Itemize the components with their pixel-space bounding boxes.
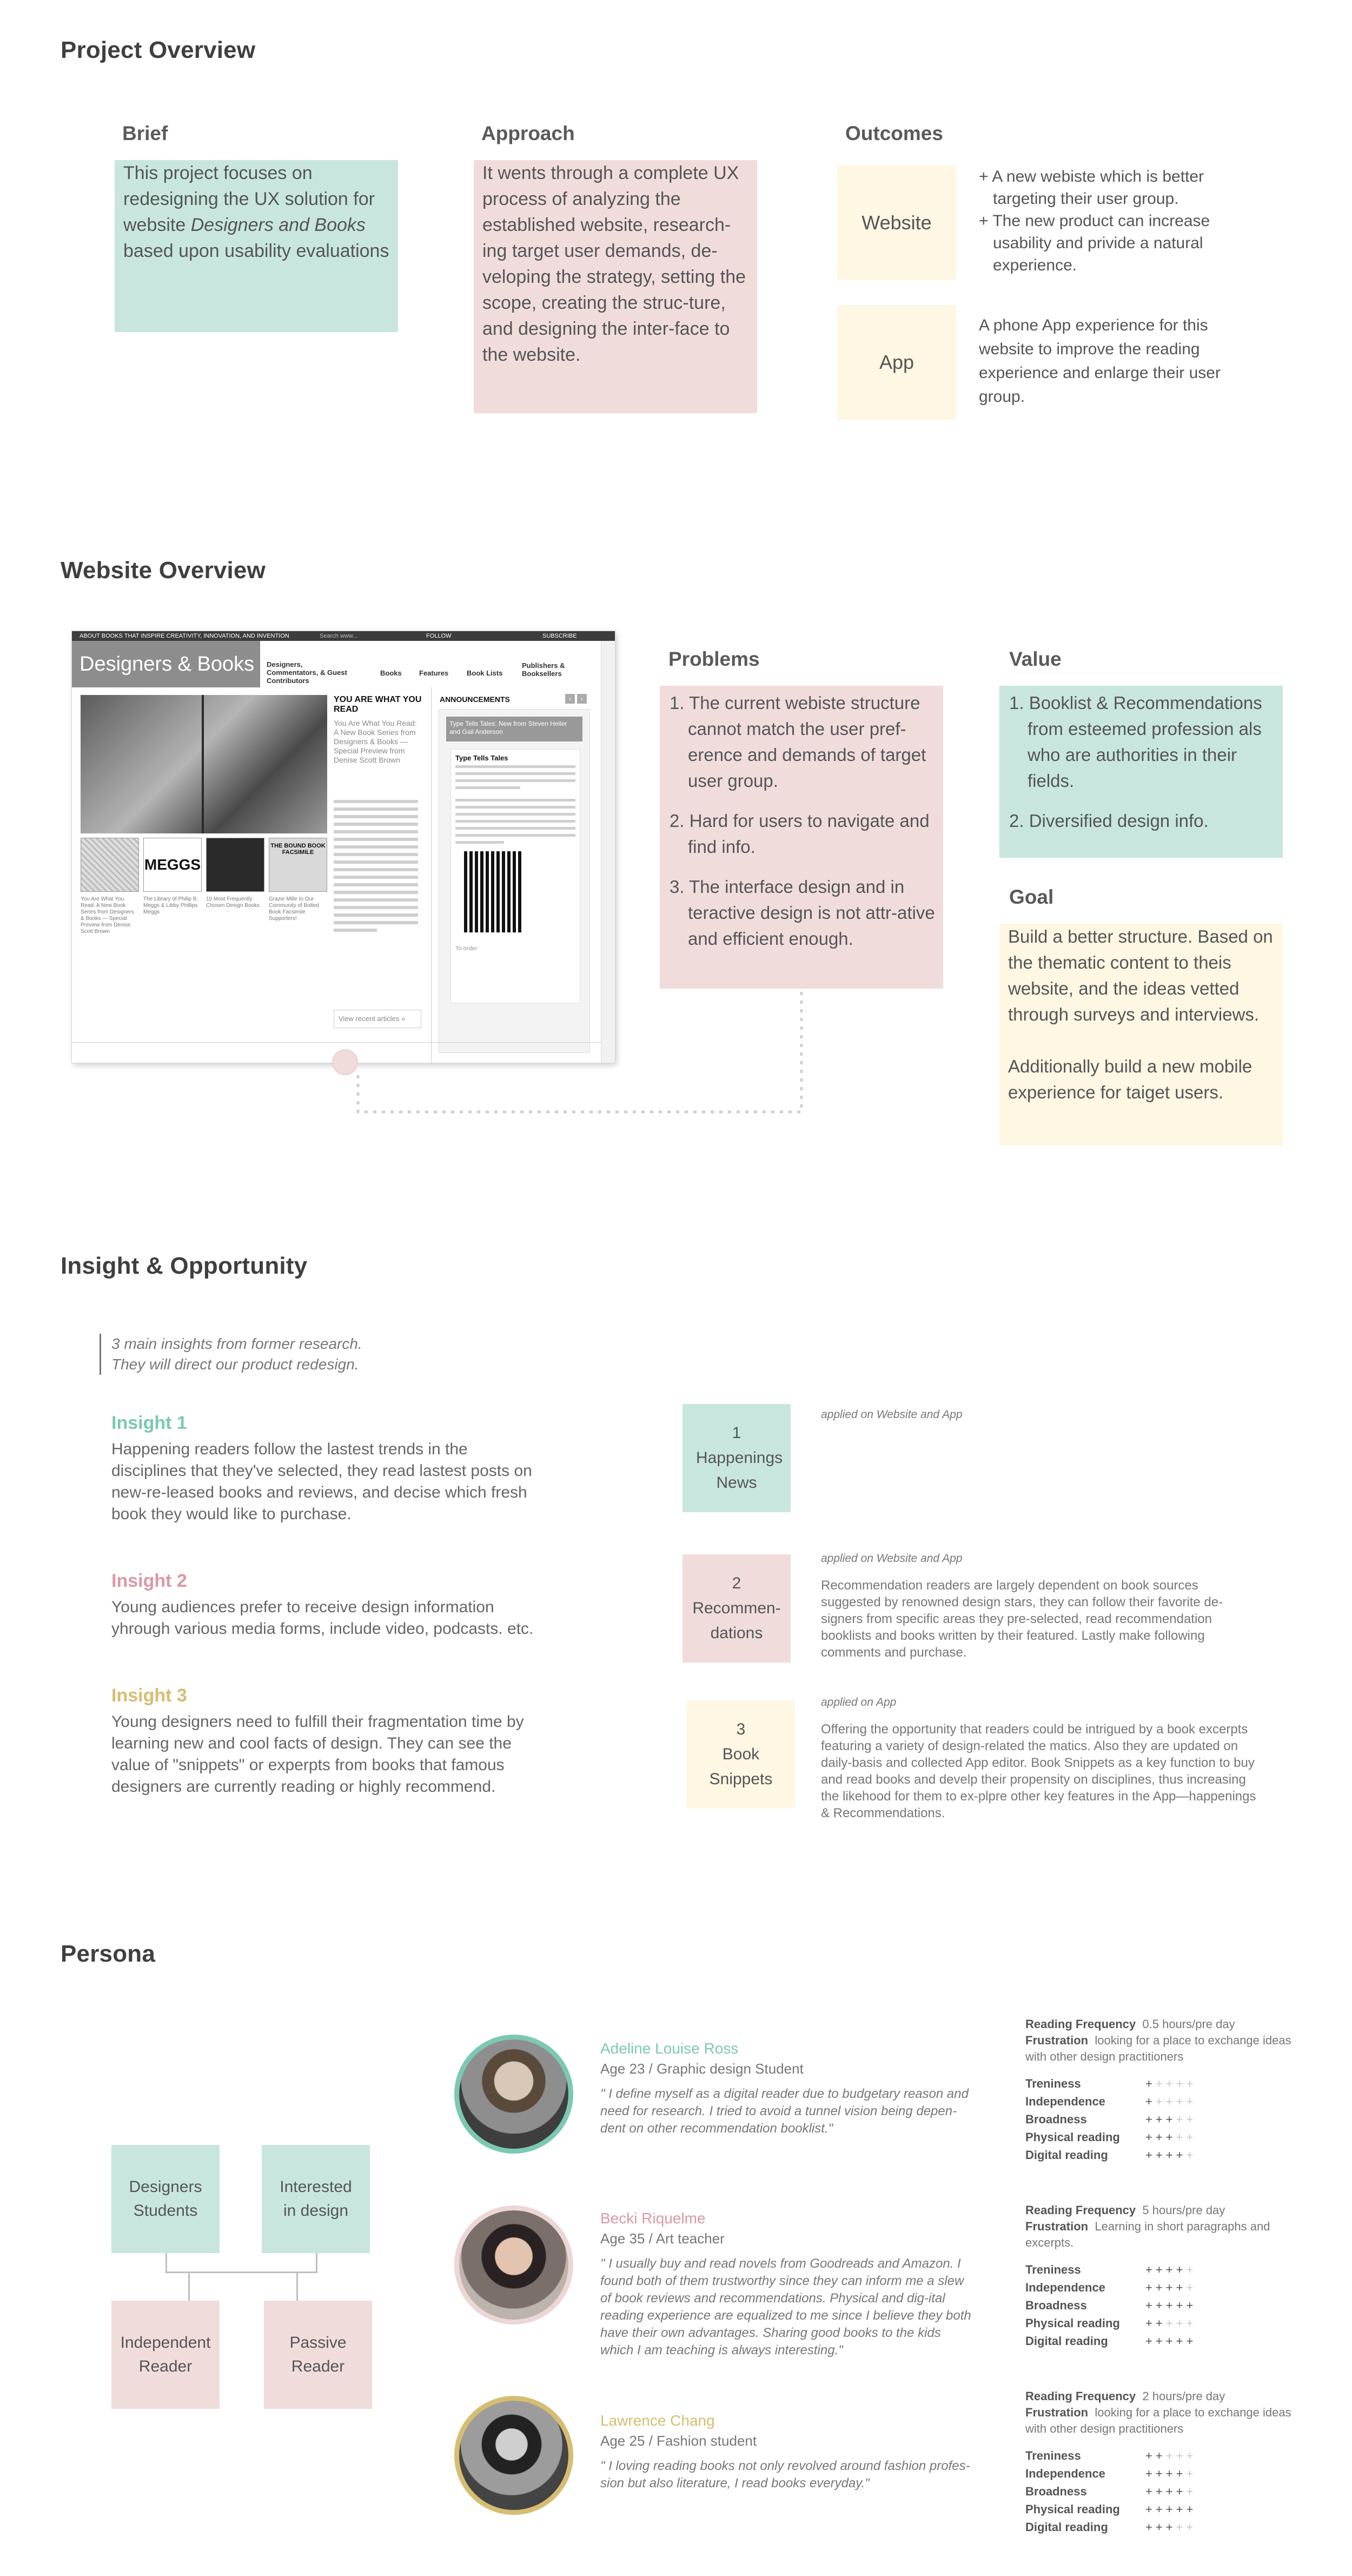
rating-mark-empty: + bbox=[1155, 2095, 1166, 2108]
stat-row bbox=[1025, 2128, 1296, 2146]
rating-mark-empty: + bbox=[1165, 2316, 1176, 2330]
announcements-title: ANNOUNCEMENTS bbox=[440, 695, 510, 704]
thumb-facsimile[interactable]: THE BOUND BOOK FACSIMILE bbox=[269, 838, 327, 892]
rating-mark-filled: + bbox=[1145, 2263, 1156, 2276]
brief-box bbox=[115, 160, 398, 332]
rating-mark-filled: + bbox=[1145, 2485, 1156, 2498]
thumb-3[interactable] bbox=[206, 838, 264, 892]
rating-mark-filled: + bbox=[1155, 2502, 1166, 2516]
stat-row bbox=[1025, 2500, 1296, 2518]
rating-mark-filled: + bbox=[1176, 2485, 1187, 2498]
rating-mark-filled: + bbox=[1155, 2485, 1166, 2498]
rating-mark-filled: + bbox=[1145, 2113, 1156, 2126]
persona-1-name: Adeline Louise Ross bbox=[600, 2040, 739, 2057]
goal-text-1: Build a better structure. Based on the thematic content to theis website, and the ideas vetted through surveys and interviews. bbox=[1008, 926, 1273, 1024]
announce-book-cover[interactable] bbox=[464, 851, 523, 932]
stat-rating bbox=[1145, 2075, 1196, 2092]
insight-3-title: Insight 3 bbox=[111, 1685, 187, 1706]
tree-line bbox=[165, 2253, 167, 2273]
opportunity-3-name: Book Snippets bbox=[709, 1745, 773, 1788]
tree-line bbox=[296, 2272, 298, 2301]
rating-mark-empty: + bbox=[1176, 2449, 1187, 2462]
rating-mark-empty: + bbox=[1176, 2520, 1187, 2534]
stat-row bbox=[1025, 2314, 1296, 2332]
outcome-website-point-2: + The new product can increase usability and privide a natural experience. bbox=[979, 212, 1210, 274]
persona-1-meta: Age 23 / Graphic design Student bbox=[600, 2061, 804, 2077]
rating-mark-filled: + bbox=[1165, 2299, 1176, 2312]
rating-mark-empty: + bbox=[1165, 2449, 1176, 2462]
outcome-app-text: A phone App experience for this website to improve the reading experience and enlarge their user group. bbox=[979, 316, 1221, 406]
persona-1-frus-label: Frustration bbox=[1025, 2034, 1089, 2047]
stat-row bbox=[1025, 2146, 1296, 2164]
insight-1-body: Happening readers follow the lastest trends in the disciplines that they've selected, they read lastest posts on new-re-leased books and reviews, and decise which fresh book they would like to purchase. bbox=[111, 1440, 532, 1523]
announce-book-title[interactable]: Type Tells Tales bbox=[455, 754, 508, 762]
stat-label: Physical reading bbox=[1025, 2502, 1120, 2516]
site-nav-booklists[interactable]: Book Lists bbox=[467, 669, 503, 677]
to-order-link[interactable]: To order bbox=[455, 945, 478, 952]
rating-mark-empty: + bbox=[1186, 2263, 1197, 2276]
rating-mark-empty: + bbox=[1186, 2148, 1197, 2162]
persona-3-frus: looking for a place to exchange ideas with other design practitioners bbox=[1025, 2406, 1291, 2435]
persona-2-frus: Learning in short paragraphs and excerpts. bbox=[1025, 2220, 1270, 2249]
thumb-caption-2[interactable]: The Library of Philip B. Meggs & Libby Phillips Meggs bbox=[143, 896, 198, 915]
rating-mark-filled: + bbox=[1176, 2263, 1187, 2276]
persona-2-meta: Age 35 / Art teacher bbox=[600, 2230, 725, 2247]
stat-rating bbox=[1145, 2465, 1196, 2482]
stat-row bbox=[1025, 2332, 1296, 2350]
approach-box: It wents through a complete UX process of analyzing the established website, research-ing target user demands, de-veloping the strategy, setting the scope, creating the struc-ture, and designing the inter-face to the website. bbox=[474, 160, 757, 413]
persona-2-name: Becki Riquelme bbox=[600, 2210, 706, 2227]
opportunity-1-num: 1 bbox=[732, 1424, 741, 1442]
opportunity-2-body: Recommendation readers are largely dependent on book sources suggested by renowned design stars, they can follow their favorite de-signers from specific areas they pre-selected, read recommendation booklists and books written by their featured. Lastly make following comments and purchase. bbox=[821, 1578, 1223, 1660]
rating-mark-filled: + bbox=[1165, 2263, 1176, 2276]
rating-mark-filled: + bbox=[1165, 2113, 1176, 2126]
outcome-website-point-1: + A new webiste which is better targeting their user group. bbox=[979, 168, 1204, 208]
insight-3-body: Young designers need to fulfill their fragmentation time by learning new and cool facts of design. They can see the value of "snippets" or experpts from books that famous designers are currently reading or highly recommend. bbox=[111, 1713, 524, 1796]
goal-text-2: Additionally build a new mobile experience for taiget users. bbox=[1008, 1056, 1252, 1102]
insight-intro-line-2: They will direct our product redesign. bbox=[111, 1356, 359, 1373]
stat-label: Digital reading bbox=[1025, 2148, 1108, 2162]
announce-head[interactable]: Type Tells Tales: New from Steven Heller and Gail Anderson bbox=[446, 717, 582, 741]
persona-node-independent: Independent Reader bbox=[111, 2301, 220, 2409]
rating-mark-filled: + bbox=[1145, 2449, 1156, 2462]
insight-intro-line-1: 3 main insights from former research. bbox=[111, 1335, 362, 1352]
rating-mark-empty: + bbox=[1186, 2449, 1197, 2462]
stat-row bbox=[1025, 2482, 1296, 2500]
stat-rating bbox=[1145, 2110, 1196, 2128]
rating-mark-filled: + bbox=[1145, 2281, 1156, 2294]
outcome-website-box: Website bbox=[837, 165, 956, 280]
persona-2-freq: 5 hours/pre day bbox=[1142, 2203, 1225, 2217]
rating-mark-filled: + bbox=[1176, 2334, 1187, 2348]
feature-title[interactable]: YOU ARE WHAT YOU READ bbox=[334, 695, 422, 714]
value-item: 1. Booklist & Recommendations from esteemed profession als who are authorities in their fields. bbox=[1009, 693, 1262, 791]
stat-label: Digital reading bbox=[1025, 2334, 1108, 2348]
rating-mark-empty: + bbox=[1155, 2077, 1166, 2090]
stat-label: Independence bbox=[1025, 2281, 1105, 2294]
rating-mark-empty: + bbox=[1176, 2130, 1187, 2144]
opportunity-1-name: Happenings News bbox=[696, 1449, 783, 1492]
rating-mark-filled: + bbox=[1186, 2299, 1197, 2312]
rating-mark-filled: + bbox=[1145, 2502, 1156, 2516]
stat-row bbox=[1025, 2465, 1296, 2482]
stat-label: Digital reading bbox=[1025, 2520, 1108, 2534]
rating-mark-filled: + bbox=[1145, 2334, 1156, 2348]
stat-row bbox=[1025, 2110, 1296, 2128]
stat-label: Broadness bbox=[1025, 2485, 1087, 2498]
stat-row bbox=[1025, 2261, 1296, 2279]
rating-mark-filled: + bbox=[1165, 2520, 1176, 2534]
rating-mark-filled: + bbox=[1155, 2263, 1166, 2276]
site-search: Search www... bbox=[320, 633, 358, 639]
stat-rating bbox=[1145, 2447, 1196, 2465]
opportunity-3-applied: applied on App bbox=[821, 1696, 897, 1708]
stat-row bbox=[1025, 2447, 1296, 2465]
rating-mark-filled: + bbox=[1145, 2299, 1156, 2312]
persona-1-stat-rows bbox=[1025, 2075, 1296, 2164]
rating-mark-empty: + bbox=[1186, 2485, 1197, 2498]
rating-mark-filled: + bbox=[1145, 2467, 1156, 2480]
rating-mark-filled: + bbox=[1155, 2334, 1166, 2348]
rating-mark-filled: + bbox=[1186, 2502, 1197, 2516]
rating-mark-filled: + bbox=[1165, 2130, 1176, 2144]
persona-2-freq-label: Reading Frequency bbox=[1025, 2203, 1136, 2217]
stat-rating bbox=[1145, 2146, 1196, 2164]
stat-row bbox=[1025, 2092, 1296, 2110]
stat-rating bbox=[1145, 2261, 1196, 2279]
stat-rating bbox=[1145, 2500, 1196, 2518]
rating-mark-filled: + bbox=[1165, 2281, 1176, 2294]
persona-node-passive: Passive Reader bbox=[264, 2301, 372, 2409]
rating-mark-empty: + bbox=[1186, 2520, 1197, 2534]
stat-rating bbox=[1145, 2296, 1196, 2314]
stat-label: Physical reading bbox=[1025, 2130, 1120, 2144]
announce-next-icon[interactable]: › bbox=[577, 694, 587, 704]
announce-card bbox=[450, 749, 580, 1003]
rating-mark-empty: + bbox=[1186, 2130, 1197, 2144]
feature-body bbox=[334, 800, 418, 936]
view-recent-button[interactable]: View recent articles » bbox=[334, 1010, 421, 1028]
brief-text-emphasis: Designers and Books bbox=[190, 215, 366, 235]
rating-mark-filled: + bbox=[1176, 2467, 1187, 2480]
outcomes-title: Outcomes bbox=[845, 122, 943, 144]
insight-2-title: Insight 2 bbox=[111, 1571, 187, 1591]
rating-mark-filled: + bbox=[1155, 2316, 1166, 2330]
problems-title: Problems bbox=[668, 648, 760, 670]
stat-row bbox=[1025, 2075, 1296, 2092]
persona-3-freq: 2 hours/pre day bbox=[1142, 2389, 1225, 2403]
persona-3-name: Lawrence Chang bbox=[600, 2412, 715, 2429]
persona-3-avatar bbox=[454, 2396, 573, 2515]
rating-mark-empty: + bbox=[1186, 2095, 1197, 2108]
persona-node-designers-students: Designers Students bbox=[111, 2145, 220, 2253]
insight-intro bbox=[111, 1334, 362, 1375]
goal-box bbox=[999, 924, 1283, 1145]
stat-label: Broadness bbox=[1025, 2113, 1087, 2126]
tree-line bbox=[188, 2272, 190, 2301]
opportunity-3-body: Offering the opportunity that readers could be intrigued by a book excerpts featuring a variety of design-related the matics. Also they are updated on daily-basis and collected App editor. Book Snippets as a key function to buy and read books and develp their propensity on disciplines, thus increasing the likehood for them to ex-plpre other key features in the App—happenings & Recommendations. bbox=[821, 1722, 1256, 1820]
rating-mark-filled: + bbox=[1145, 2130, 1156, 2144]
opportunity-2-num: 2 bbox=[732, 1574, 741, 1592]
site-logo: Designers & Books bbox=[72, 641, 260, 687]
feature-image-divider bbox=[202, 695, 204, 833]
site-follow: FOLLOW bbox=[426, 633, 452, 639]
value-item: 2. Diversified design info. bbox=[1009, 811, 1209, 831]
stat-rating bbox=[1145, 2092, 1196, 2110]
persona-1-frus: looking for a place to exchange ideas with other design practitioners bbox=[1025, 2034, 1291, 2063]
persona-3-quote: " I loving reading books not only revolved around fashion profes-sion but also literature, I read books everyday." bbox=[600, 2459, 970, 2491]
rating-mark-filled: + bbox=[1145, 2095, 1156, 2108]
rating-mark-filled: + bbox=[1155, 2520, 1166, 2534]
persona-node-interested: Interested in design bbox=[262, 2145, 370, 2253]
rating-mark-filled: + bbox=[1165, 2467, 1176, 2480]
persona-3-frus-label: Frustration bbox=[1025, 2406, 1089, 2419]
persona-1-freq-label: Reading Frequency bbox=[1025, 2017, 1136, 2031]
rating-mark-empty: + bbox=[1186, 2316, 1197, 2330]
connector-dotted-line bbox=[344, 984, 809, 1120]
persona-1-stats bbox=[1025, 2016, 1296, 2164]
rating-mark-empty: + bbox=[1186, 2281, 1197, 2294]
thumb-meggs[interactable]: MEGGS bbox=[143, 838, 202, 892]
rating-mark-empty: + bbox=[1176, 2077, 1187, 2090]
opportunity-2-applied: applied on Website and App bbox=[821, 1552, 963, 1565]
stat-rating bbox=[1145, 2518, 1196, 2536]
rating-mark-empty: + bbox=[1186, 2077, 1197, 2090]
site-nav-publishers[interactable]: Publishers & Booksellers bbox=[522, 661, 565, 678]
insight-1-title: Insight 1 bbox=[111, 1413, 187, 1433]
outcome-website-points bbox=[979, 165, 1244, 276]
rating-mark-empty: + bbox=[1165, 2077, 1176, 2090]
outcome-app-box: App bbox=[837, 305, 956, 420]
stat-label: Treniness bbox=[1025, 2449, 1081, 2462]
rating-mark-empty: + bbox=[1176, 2316, 1187, 2330]
thumb-caption-1[interactable]: You Are What You Read: A New Book Series from Designers & Books — Special Preview from Denise Scott Brown bbox=[81, 896, 134, 935]
persona-1-freq: 0.5 hours/pre day bbox=[1142, 2017, 1235, 2031]
opportunity-1-applied: applied on Website and App bbox=[821, 1408, 963, 1421]
rating-mark-filled: + bbox=[1165, 2502, 1176, 2516]
rating-mark-filled: + bbox=[1165, 2148, 1176, 2162]
persona-2-stats bbox=[1025, 2202, 1296, 2350]
site-nav-books[interactable]: Books bbox=[380, 669, 402, 677]
rating-mark-filled: + bbox=[1155, 2281, 1166, 2294]
thumb-caption-4[interactable]: Grazie Mille to Our Community of Bolted Book Facsimile Supporters! bbox=[269, 896, 319, 922]
rating-mark-filled: + bbox=[1145, 2316, 1156, 2330]
rating-mark-empty: + bbox=[1186, 2113, 1197, 2126]
persona-1-avatar bbox=[454, 2035, 573, 2154]
rating-mark-empty: + bbox=[1176, 2113, 1187, 2126]
rating-mark-filled: + bbox=[1145, 2077, 1156, 2090]
opportunity-1-box bbox=[682, 1404, 791, 1512]
opportunity-2-name: Recommen-dations bbox=[692, 1599, 781, 1642]
rating-mark-filled: + bbox=[1155, 2299, 1166, 2312]
rating-mark-filled: + bbox=[1155, 2148, 1166, 2162]
stat-label: Independence bbox=[1025, 2467, 1105, 2480]
stat-rating bbox=[1145, 2482, 1196, 2500]
stat-row bbox=[1025, 2296, 1296, 2314]
announce-prev-icon[interactable]: ‹ bbox=[565, 694, 575, 704]
rating-mark-filled: + bbox=[1145, 2148, 1156, 2162]
persona-2-frus-label: Frustration bbox=[1025, 2220, 1089, 2233]
stat-rating bbox=[1145, 2279, 1196, 2296]
persona-1-quote: " I define myself as a digital reader due to budgetary reason and need for research. I tried to avoid a tunnel vision being depen-dent on other recommendation booklist." bbox=[600, 2087, 969, 2136]
rating-mark-filled: + bbox=[1176, 2299, 1187, 2312]
site-subscribe: SUBSCRIBE bbox=[542, 633, 577, 639]
stat-label: Treniness bbox=[1025, 2077, 1081, 2090]
value-title: Value bbox=[1009, 648, 1062, 670]
section-title-insight: Insight & Opportunity bbox=[61, 1253, 308, 1279]
stat-row bbox=[1025, 2518, 1296, 2536]
rating-mark-filled: + bbox=[1165, 2334, 1176, 2348]
site-tagline: ABOUT BOOKS THAT INSPIRE CREATIVITY, INNOVATION, AND INVENTION bbox=[79, 633, 289, 639]
stat-rating bbox=[1145, 2314, 1196, 2332]
value-box bbox=[999, 686, 1283, 858]
feature-image[interactable] bbox=[81, 695, 327, 833]
rating-mark-filled: + bbox=[1165, 2485, 1176, 2498]
rating-mark-filled: + bbox=[1176, 2281, 1187, 2294]
persona-3-meta: Age 25 / Fashion student bbox=[600, 2433, 757, 2449]
persona-3-freq-label: Reading Frequency bbox=[1025, 2389, 1136, 2403]
rating-mark-filled: + bbox=[1145, 2520, 1156, 2534]
stat-label: Independence bbox=[1025, 2095, 1105, 2108]
rating-mark-empty: + bbox=[1165, 2095, 1176, 2108]
opportunity-2-box bbox=[682, 1554, 791, 1663]
stat-label: Broadness bbox=[1025, 2299, 1087, 2312]
stat-label: Physical reading bbox=[1025, 2316, 1120, 2330]
problem-item: 3. The interface design and in teractive design is not attr-ative and efficient enough. bbox=[670, 877, 935, 949]
site-nav-features[interactable]: Features bbox=[419, 669, 449, 677]
persona-2-quote: " I usually buy and read novels from Goodreads and Amazon. I found both of them trustworthy since they can inform me a slew of book reviews and recommendations. Physical and dig-ital reading experience are equalized to me since I believe they both have their own advantages. Sharing good books to the kids which I am teaching is always interesting." bbox=[600, 2256, 971, 2358]
rating-mark-filled: + bbox=[1155, 2467, 1166, 2480]
rating-mark-filled: + bbox=[1155, 2113, 1166, 2126]
thumb-1[interactable] bbox=[81, 838, 139, 892]
section-title-website-overview: Website Overview bbox=[61, 557, 266, 584]
site-nav-designers[interactable]: Designers, Commentators, & Guest Contributors bbox=[267, 660, 347, 685]
stat-rating bbox=[1145, 2332, 1196, 2350]
opportunity-3-num: 3 bbox=[736, 1720, 746, 1738]
approach-title: Approach bbox=[481, 122, 575, 144]
section-title-persona: Persona bbox=[61, 1941, 156, 1967]
rating-mark-filled: + bbox=[1176, 2148, 1187, 2162]
rating-mark-filled: + bbox=[1155, 2130, 1166, 2144]
persona-3-stats bbox=[1025, 2388, 1296, 2536]
site-topbar bbox=[72, 631, 615, 641]
thumb-caption-3[interactable]: 10 Most Frequently Chosen Design Books bbox=[206, 896, 260, 909]
tree-line bbox=[316, 2253, 317, 2273]
problem-item: 2. Hard for users to navigate and find info. bbox=[670, 811, 930, 857]
feature-subtitle: You Are What You Read: A New Book Series from Designers & Books — Special Preview from Denise Scott Brown bbox=[334, 719, 417, 764]
brief-text-end: based upon usability evaluations bbox=[123, 241, 389, 261]
rating-mark-filled: + bbox=[1186, 2334, 1197, 2348]
intro-quote-bar bbox=[100, 1334, 101, 1375]
persona-3-stat-rows bbox=[1025, 2447, 1296, 2536]
problem-item: 1. The current webiste structure cannot match the user pref-erence and demands of target user group. bbox=[670, 693, 926, 791]
stat-row bbox=[1025, 2279, 1296, 2296]
stat-label: Treniness bbox=[1025, 2263, 1081, 2276]
rating-mark-empty: + bbox=[1186, 2467, 1197, 2480]
stat-rating bbox=[1145, 2128, 1196, 2146]
problems-box bbox=[660, 686, 943, 989]
rating-mark-filled: + bbox=[1155, 2449, 1166, 2462]
rating-mark-filled: + bbox=[1176, 2502, 1187, 2516]
persona-2-stat-rows bbox=[1025, 2261, 1296, 2350]
brief-text: This project focuses on redesigning the UX solution for website bbox=[123, 163, 375, 235]
brief-title: Brief bbox=[122, 122, 168, 144]
opportunity-3-box bbox=[687, 1700, 795, 1809]
insight-2-body: Young audiences prefer to receive design information yhrough various media forms, include video, podcasts. etc. bbox=[111, 1598, 534, 1638]
goal-title: Goal bbox=[1009, 886, 1054, 908]
persona-2-avatar bbox=[454, 2206, 573, 2325]
rating-mark-empty: + bbox=[1176, 2095, 1187, 2108]
section-title-project-overview: Project Overview bbox=[61, 37, 256, 63]
